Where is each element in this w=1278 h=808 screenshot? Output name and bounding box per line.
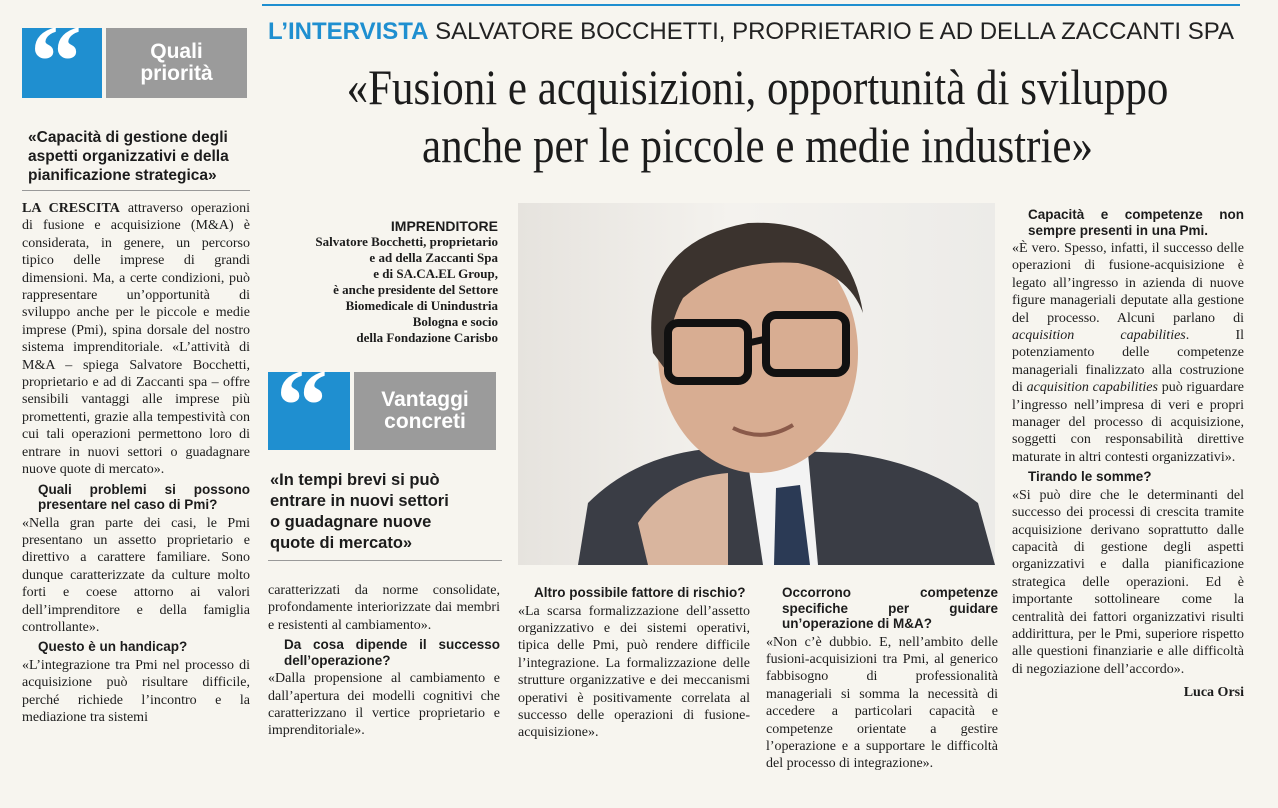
top-rule [262, 4, 1240, 6]
header-kicker-line [268, 18, 1248, 50]
paragraph-italic: acquisition capabilities [1012, 328, 1186, 344]
interview-question: Questo è un handicap? [38, 639, 188, 655]
paragraph-text: . Il potenziamento delle competenze manageriali finalizzato alla costruzione di [1012, 328, 1244, 396]
quote-mark-icon: “ [268, 372, 350, 450]
quote-box-label-line: Quali [150, 39, 203, 63]
article-column-1 [22, 200, 250, 726]
divider [268, 560, 502, 561]
headline-line-2: anche per le piccole e medie industrie» [422, 117, 1093, 173]
pull-quote-line: quote di mercato» [270, 534, 413, 552]
caption-line: della Fondazione Carisbo [356, 330, 498, 345]
pull-quote-line: o guadagnare nuove [270, 513, 432, 531]
interview-subject: SALVATORE BOCCHETTI, PROPRIETARIO E AD DELLA ZACCANTI SPA [435, 18, 1234, 45]
caption-title: IMPRENDITORE [390, 218, 498, 234]
paragraph-text: attraverso operazioni di fusione e acquisizione (M&A) è considerata, in genere, un percorso tipico delle imprese di grandi dimensioni. Ma, a certe condizioni, può rappresentare un’opportunità di sviluppo anche per le piccole e medie imprese (Pmi), spina dorsale del nostro sistema imprenditoriale. «L’attività di M&A – spiega Salvatore Bocchetti, proprietario e ad di Zaccanti spa – offre sensibili vantaggi alle imprese più promettenti, grazie alla tempestività con cui tali operazioni permettono loro di entrare in nuovi settori o guadagnare nuove quote di mercato». [22, 201, 250, 478]
interview-question: Quali problemi si possono presentare nel caso di Pmi? [38, 481, 250, 512]
caption-line: Salvatore Bocchetti, proprietario [315, 234, 498, 249]
lead-in: LA CRESCITA [22, 201, 120, 216]
interview-question: Tirando le somme? [1028, 469, 1152, 485]
caption-line: Biomedicale di Unindustria [345, 298, 498, 313]
divider [22, 190, 250, 191]
interview-question: Capacità e competenze non sempre presenti in una Pmi. [1028, 207, 1244, 238]
headline [338, 58, 1177, 174]
pull-quote-line: pianificazione strategica» [28, 167, 217, 184]
pull-quote-priorities [28, 128, 258, 185]
caption-line: e ad della Zaccanti Spa [369, 250, 498, 265]
paragraph: «Si può dire che le determinanti del successo dei processi di crescita tramite acquisizione derivano soprattutto dalle capacità di gestione degli aspetti organizzativi e dalla pianificazione strategica delle operazioni. Ed è importante sottolineare come la centralità dei fattori organizzativi risulti addirittura, per le Pmi, superiore rispetto alle questioni finanziarie e alle difficoltà di negoziazione dell’accordo». [1012, 487, 1244, 677]
article-column-3 [518, 582, 750, 742]
paragraph [1012, 240, 1244, 466]
pull-quote-line: entrare in nuovi settori [270, 492, 449, 510]
byline: Luca Orsi [1183, 685, 1244, 701]
paragraph: «La scarsa formalizzazione dell’assetto organizzativo e dei sistemi operativi, tipica delle Pmi, può rendere difficile l’integrazione. La formalizzazione delle strutture organizzative e dei meccanismi operativi è positivamente correlata al successo delle operazioni di fusione-acquisizione». [518, 603, 750, 741]
pull-quote-line: «Capacità di gestione degli [28, 129, 228, 146]
paragraph-italic: acquisition capabilities [1026, 380, 1158, 396]
paragraph: «Nella gran parte dei casi, le Pmi presentano un assetto proprietario e direttivo a carattere familiare. Sono dunque caratterizzate da culture molto forti e coese attorno ai valori dell’imprenditore e della famiglia controllante». [22, 515, 250, 635]
paragraph: «L’integrazione tra Pmi nel processo di acquisizione può risultare difficile, perché richiede l’incontro e la mediazione tra sistemi [22, 657, 250, 726]
interview-question: Da cosa dipende il successo dell’operazione? [284, 637, 500, 668]
paragraph: caratterizzati da norme consolidate, profondamente interiorizzate dai membri e resistenti al cambiamento». [268, 583, 500, 633]
pull-quote-line: aspetti organizzativi e della [28, 148, 229, 165]
paragraph-text: può riguardare l’ingresso nell’impresa di veri e propri manager del processo di acquisizione, soggetti con responsabilità direttive maturate in altri contesti organizzativi». [1012, 380, 1245, 465]
caption-line: e di SA.CA.EL Group, [373, 266, 498, 281]
paragraph: «Dalla propensione al cambiamento e dall’apertura dei modelli cognitivi che caratterizzano il vertice proprietario e imprenditoriale». [268, 671, 500, 739]
quote-box-advantages [268, 348, 496, 463]
portrait-photo [518, 203, 995, 565]
caption-line: Bologna e socio [412, 314, 498, 329]
quote-box-label-line: Vantaggi [381, 387, 469, 411]
quote-mark-icon: “ [22, 28, 102, 98]
interview-question: Altro possibile fattore di rischio? [534, 585, 746, 600]
paragraph: «Non c’è dubbio. E, nell’ambito delle fusioni-acquisizioni tra Pmi, al generico fabbisogno di professionalità manageriali si somma la necessità di accedere a particolari capacità e competenze orientate a gestire l’operazione e a supportare le difficoltà del processo di integrazione». [766, 634, 998, 772]
paragraph-text: «È vero. Spesso, infatti, il successo delle operazioni di fusione-acquisizione è legato all’ingresso in azienda di nuove figure manageriali deputate alla gestione del processo. Alcuni parlano di [1012, 241, 1244, 326]
quote-box-label-line: priorità [140, 62, 213, 85]
article-column-4 [766, 582, 998, 773]
quote-box-label [354, 372, 496, 450]
portrait-illustration [518, 203, 995, 565]
article-column-2 [268, 582, 500, 740]
article-column-5 [1012, 204, 1244, 702]
caption-line: è anche presidente del Settore [333, 282, 498, 297]
kicker: L’INTERVISTA [268, 18, 429, 45]
pull-quote-advantages [270, 470, 500, 554]
interview-question: Occorrono competenze specifiche per guidare un’operazione di M&A? [782, 585, 998, 631]
quote-box-label-line: concreti [384, 410, 466, 433]
quote-box-priorities [22, 4, 247, 119]
photo-caption [262, 218, 498, 346]
quote-box-label [106, 28, 247, 98]
pull-quote-line: «In tempi brevi si può [270, 471, 440, 489]
headline-line-1: «Fusioni e acquisizioni, opportunità di sviluppo [346, 59, 1169, 115]
paragraph [22, 200, 250, 479]
